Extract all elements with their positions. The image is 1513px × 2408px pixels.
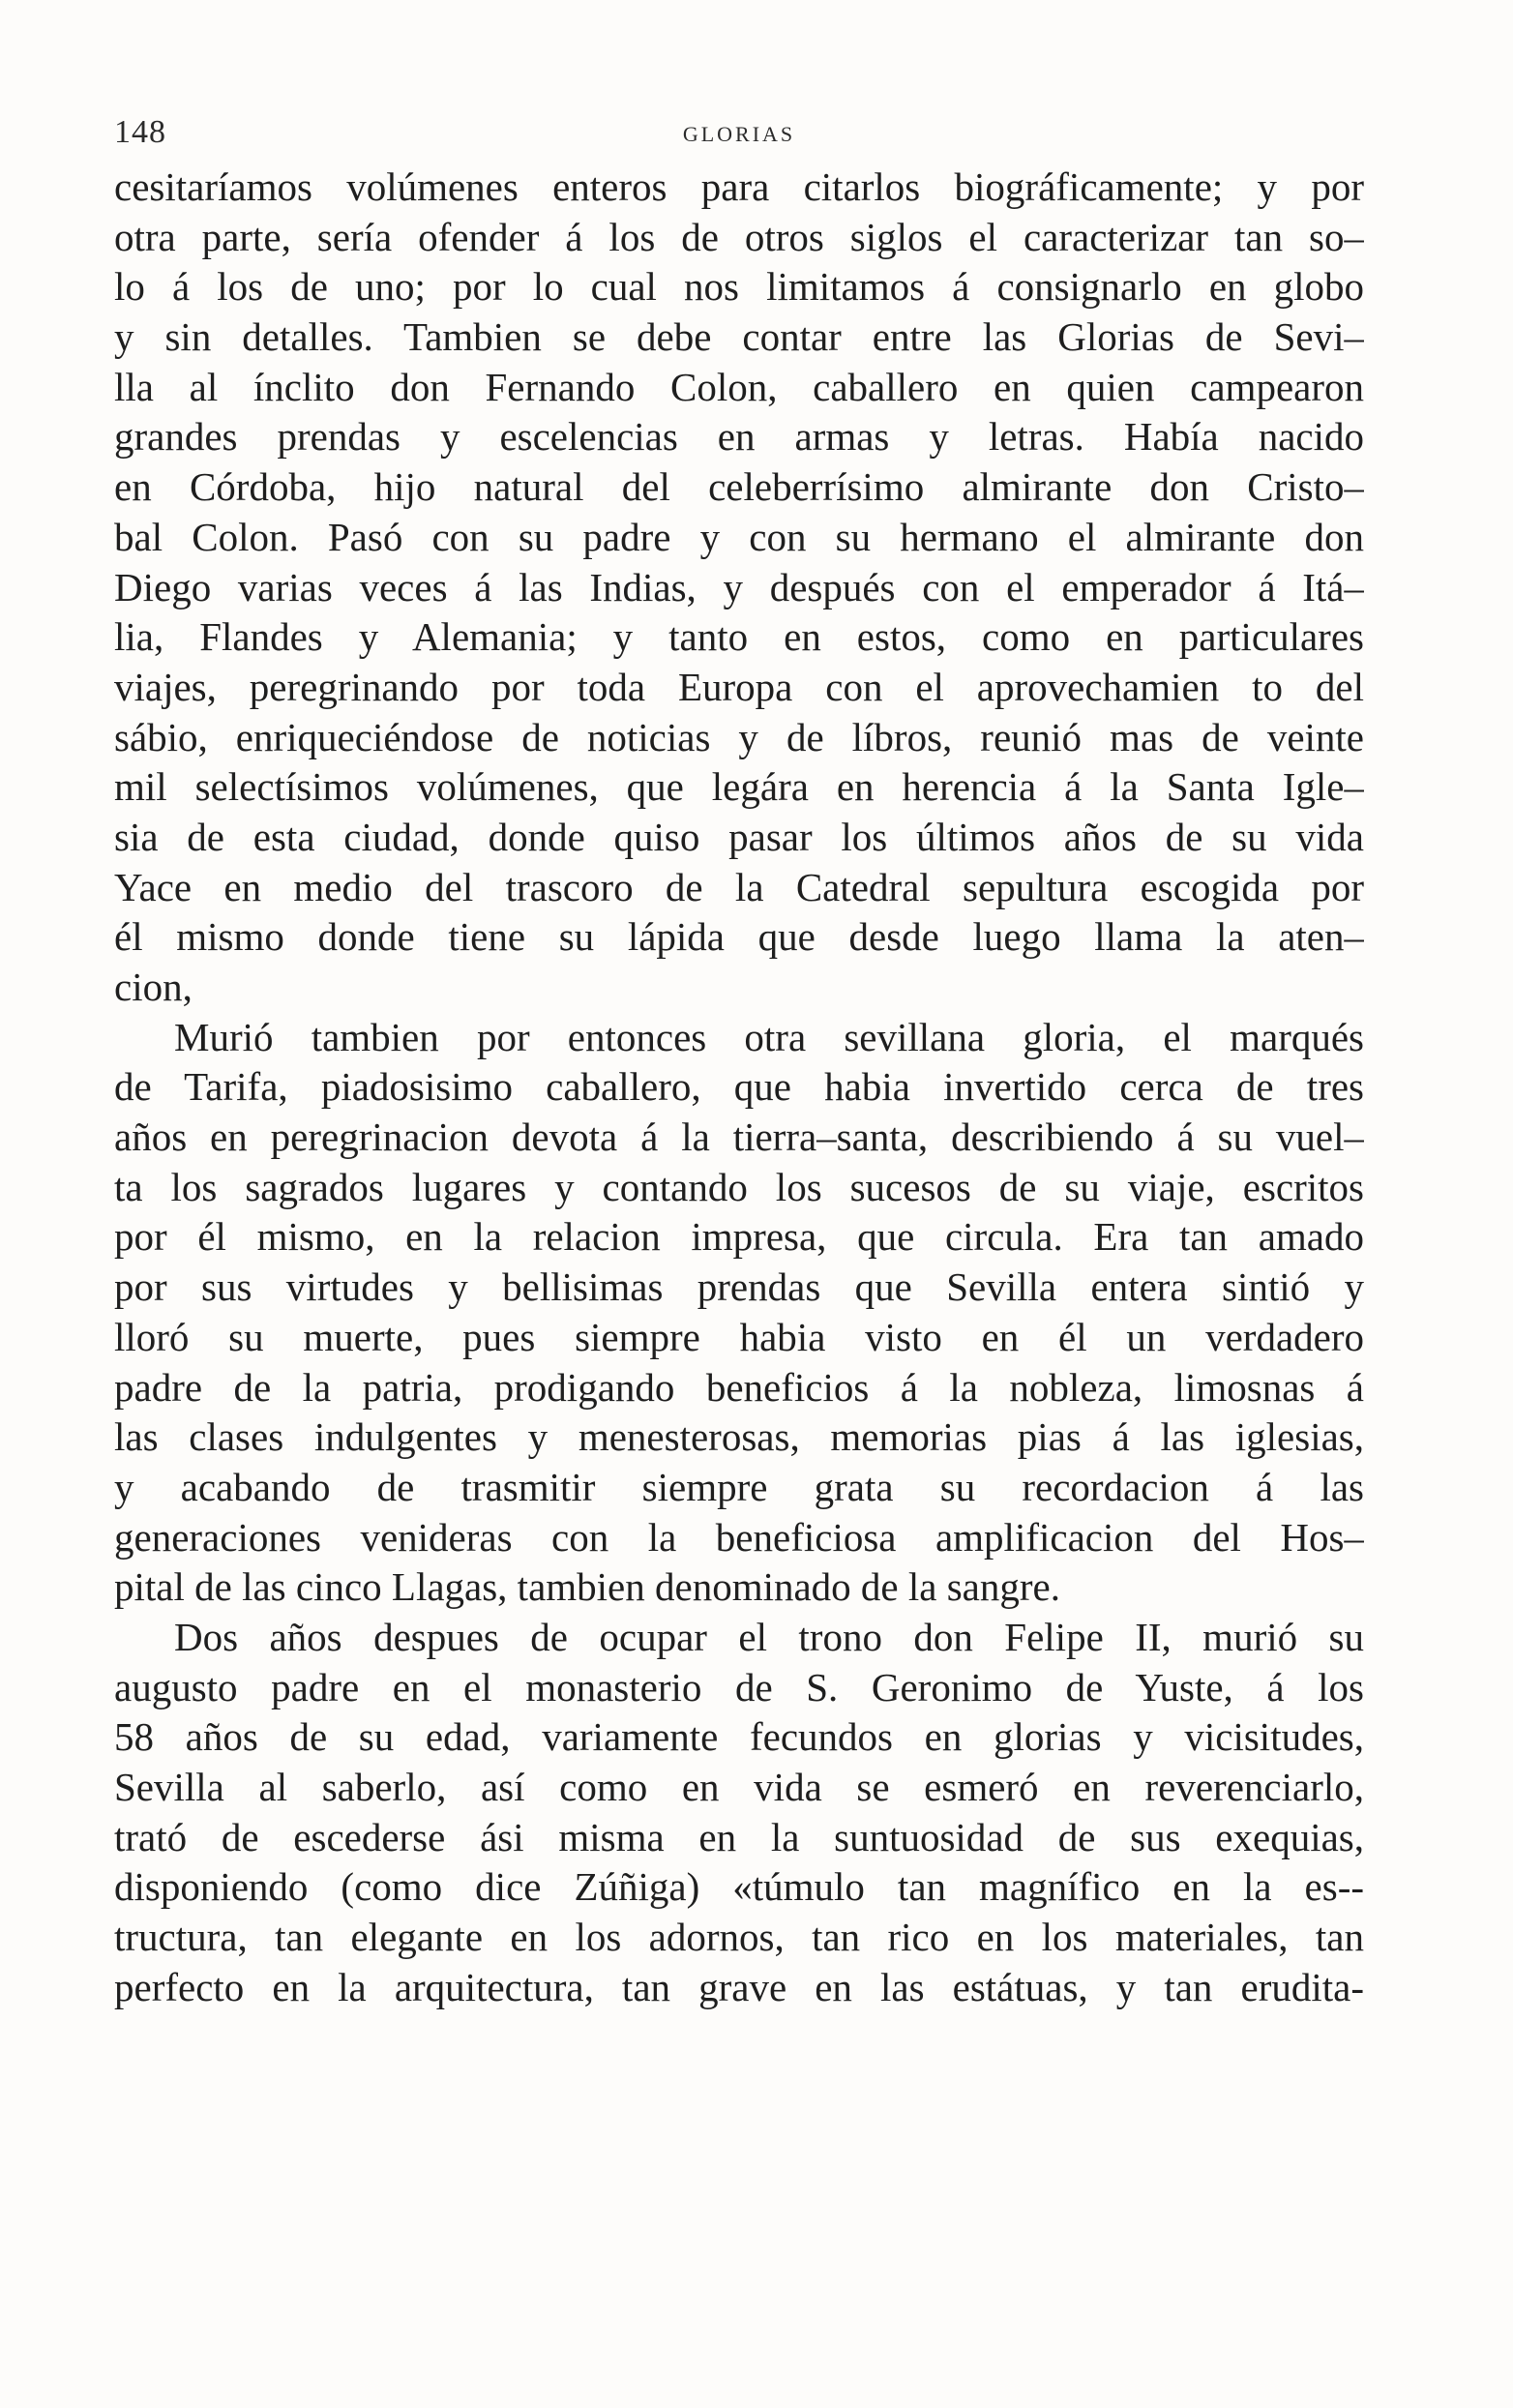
text-line: lloró su muerte, pues siempre habia visto en él un verdadero [114,1314,1364,1359]
text-line: otra parte, sería ofender á los de otros siglos el caracterizar tan so– [114,214,1364,259]
text-line: y acabando de trasmitir siempre grata su recordacion á las [114,1464,1364,1509]
text-line: augusto padre en el monasterio de S. Geronimo de Yuste, á los [114,1664,1364,1709]
text-line: Sevilla al saberlo, así como en vida se esmeró en reverenciarlo, [114,1765,1364,1809]
text-line: años en peregrinacion devota á la tierra–santa, describiendo á su vuel– [114,1115,1364,1160]
text-line: 58 años de su edad, variamente fecundos en glorias y vicisitudes, [114,1714,1364,1760]
text-line: lo á los de uno; por lo cual nos limitamos á consignarlo en globo [114,264,1364,310]
text-line: tructura, tan elegante en los adornos, tan rico en los materiales, tan [114,1915,1364,1960]
text-line: cion, [114,965,193,1009]
text-line: en Córdoba, hijo natural del celeberrísimo almirante don Cristo– [114,464,1364,510]
text-line: padre de la patria, prodigando beneficios á la nobleza, limosnas á [114,1364,1364,1410]
text-line: disponiendo (como dice Zúñiga) «túmulo tan magnífico en la es-- [114,1864,1364,1910]
text-line: ta los sagrados lugares y contando los sucesos de su viaje, escritos [114,1164,1364,1209]
text-line: por sus virtudes y bellisimas prendas que Sevilla entera sintió y [114,1264,1364,1310]
page-number: 148 [114,114,166,150]
text-line: Murió tambien por entonces otra sevillana gloria, el marqués [174,1014,1364,1059]
text-line: él mismo donde tiene su lápida que desde luego llama la aten– [114,914,1364,960]
text-line: lia, Flandes y Alemania; y tanto en estos, como en particulares [114,614,1364,660]
text-line: trató de escederse ási misma en la suntuosidad de sus exequias, [114,1814,1364,1859]
text-line: Yace en medio del trascoro de la Catedral sepultura escogida por [114,864,1364,909]
running-header [114,114,1364,153]
text-line: y sin detalles. Tambien se debe contar entre las Glorias de Sevi– [114,314,1364,360]
body-text [114,163,1364,2012]
text-line: viajes, peregrinando por toda Europa con el aprovechamien to del [114,664,1364,709]
text-line: sábio, enriqueciéndose de noticias y de líbros, reunió mas de veinte [114,714,1364,759]
running-title: GLORIAS [682,122,796,146]
text-line: mil selectísimos volúmenes, que legára en herencia á la Santa Igle– [114,764,1364,810]
text-line: perfecto en la arquitectura, tan grave en las estátuas, y tan erudita- [114,1964,1364,2009]
text-line: las clases indulgentes y menesterosas, memorias pias á las iglesias, [114,1414,1364,1460]
text-line: Dos años despues de ocupar el trono don Felipe II, murió su [174,1614,1364,1659]
text-line: por él mismo, en la relacion impresa, que circula. Era tan amado [114,1214,1364,1260]
text-line: pital de las cinco Llagas, tambien denominado de la sangre. [114,1564,1060,1610]
text-line: sia de esta ciudad, donde quiso pasar los últimos años de su vida [114,814,1364,859]
text-line: lla al ínclito don Fernando Colon, caballero en quien campearon [114,364,1364,409]
text-line: de Tarifa, piadosisimo caballero, que habia invertido cerca de tres [114,1064,1364,1110]
text-line: Diego varias veces á las Indias, y después con el emperador á Itá– [114,564,1364,609]
text-line: generaciones venideras con la beneficiosa amplificacion del Hos– [114,1514,1364,1560]
text-line: grandes prendas y escelencias en armas y letras. Había nacido [114,414,1364,460]
text-line: cesitaríamos volúmenes enteros para citarlos biográficamente; y por [114,164,1364,209]
text-line: bal Colon. Pasó con su padre y con su hermano el almirante don [114,514,1364,559]
